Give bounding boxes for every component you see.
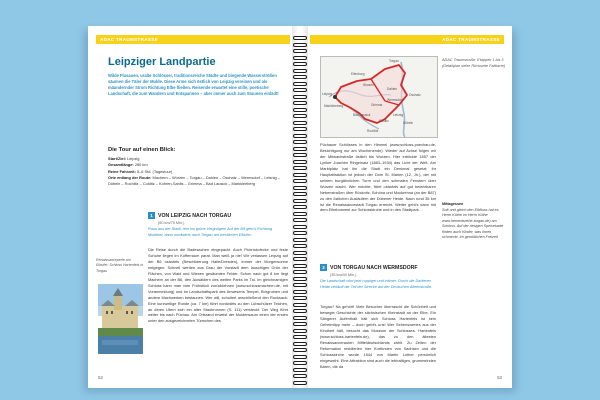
continued-body: Püchauer Schlösses in den Himmel (www.schloss-puechau.de, Besichtigung nur am Wochenende). Wieder auf Achse folgen wir der Mitwachstraße östlich bis Wurzen. Hier erblickte 1857 der Lyriker Joachim Ringelnatz (1883–1934) das Licht der Welt. Am Marktplatz hat ihn die Stadt ein Denkmal gesetzt; ihr Hauptattraktion ist jedoch der Dom St. Marien (12. Jh.), der mit seinem burgähnlichen Turm und den schmalen Fenstern über Wurzen wacht. Wer möchte, fährt ostwärts auf gut befahrbaren Nebenstraßen über Röcknitz, Schöna und Mockrehna (an der B87) zu den östlichen Ausläufern der Dübener Heide. Nach rund 35 km ist die Renaissancestadt Torgau erreicht. Weiter geht's dann mit dem Elbebummel zur Schlosskirche und in den Stadtpark. [320,142,436,213]
binding-ring [293,147,307,151]
map-label-grimma: Grimma [371,103,383,107]
binding-ring [293,205,307,209]
binding-ring [293,75,307,79]
binding-ring [293,270,307,274]
section-2-distance: (35 km/40 Min.) [330,273,357,277]
binding-ring [293,192,307,196]
intro-text: Wilde Flusauen, uralte Schlösser, traditionsreiche Städte und biegende Wasserströßen säumen die Täler der Mulde. Diese Arme sich östlich von Leipzig vereinen und als mäandernder Strom Richtung Elbe fließen. Reisende erwartet eine stille, poetische Landschaft, die zum Wandern und Entspannen – aber immer auch zum Staunen einlädt! [108,73,279,97]
binding-ring [293,62,307,66]
map-label-bad-lausick: Bad Lausick [353,113,371,117]
page-title: Leipziger Landpartie [108,56,216,68]
binding-ring [293,368,307,372]
right-page [302,26,512,388]
binding-ring [293,257,307,261]
length-label: Gesamtlänge: [108,162,134,168]
binding-ring [293,186,307,190]
binding-ring [293,69,307,73]
map-label-doebeln: Döbeln [403,121,414,125]
binding-ring [293,82,307,86]
binding-ring [293,212,307,216]
map-label-eilenburg: Eilenburg [351,72,365,76]
tour-heading: Die Tour auf einen Blick: [108,147,176,153]
binding-ring [293,381,307,385]
map-label-dahlen: Dahlen [387,87,398,91]
section-1-body: Die Reise durch die Badesachen eingepackt. Auch Picknickdecke und feste Schuhe liegen im Kofferraum parat. Man weiß ja nie! Wir verlassen Leipzig auf der B6 ostwärts (Beschilderung Halle/Dresden), immer der Morgensonne entgegen. Schnell werden aus Grau der Vorstadt dem lauschigen Grün der Flächen, von Wald und Wiesen gesäumten Felder. Schon nach gut 8 km liegt Machern an der B6, den Auwäldern des weiten Parks im Tal. Im gleichnamigen Schloss kann man vom Frühstück zurücklehnen (www.schlossmachern.de, mit Voranmeldung) und im Landschaftspark des Anwesens Tempel, Burgruinen und andere Machwerken bestaunen. Wer will, schultert anschließend den Rucksack: Eine kurzweilige Runde (ca. 7 km) führt nordwärts zu den Lübschützer Teichen, an deren Ufern sich ein alter Staubrunnen (S. 111) versteckt. Der Weg führt weiter bis nach Püchau. Am Ortsrand erweist der Muldensaum einen der ersten unter den ausgezeichneten Türmchen des [148,247,288,324]
binding-ring [293,140,307,144]
binding-ring [293,101,307,105]
section-2-body: Torgau? Na gehört! Viele Besucher überrascht die Schönheit und bewegte Geschichte der sächsischen Kleinstadt an der Elbe. Ein Sängerer Aufenthalt hält sich Schloss Hartenfels ist kein Geheimtipp mehr – doch gebt's uns! Wer Sehenswertes aus der Kindheit hält, besucht das Museum der Schlosses. Hartenfels (www.schloss-hartenfels.de), das zu den ältesten Renaissancerauten Mitteldeutschlands zählt. Zu Zeiten der Reformation residierten hier Kurfürsten von Sachsen und die Schlosskirche wurde 1544 von Martin Luther persönlich eingeweiht. Eine Attraktion sind auch die lebhaftigen, grummelnden Bären, die da [320,304,436,369]
binding-ring [293,374,307,378]
binding-ring [293,303,307,307]
lunch-tip [442,202,506,241]
map-label-markkleeberg: Markkleeberg [324,104,344,108]
binding-ring [293,49,307,53]
binding-ring [293,244,307,248]
binding-ring [293,218,307,222]
binding-ring [293,296,307,300]
binding-ring [293,36,307,40]
section-2-heading [320,264,418,271]
header-label: ADAC TRAUMSTRASSE [442,37,500,42]
section-1-distance: (60 km/75 Min.) [158,221,185,225]
binding-ring [293,277,307,281]
binding-ring [293,88,307,92]
lunch-tip-title: Mittagessen [442,202,464,206]
binding-ring [293,153,307,157]
binding-ring [293,114,307,118]
map-label-torgau: Torgau [389,59,399,63]
photo-caption: Renaissanceperle am Elbufer: Schloss Hartenfels in Torgau [96,258,144,273]
binding-ring [293,283,307,287]
map-caption: ADAC Traumstraße: Etappen 1 bis 3 (Detailplan siehe Rückseite Faltkarte) [442,58,506,68]
binding-ring [293,309,307,313]
map-label-wermsdorf: Wermsdorf [387,98,403,102]
binding-ring [293,127,307,131]
route-label: Orte entlang der Route: [108,174,152,180]
binding-ring [293,108,307,112]
map-label-leipzig: Leipzig [322,92,333,96]
map-label-rochlitz: Rochlitz [367,129,379,133]
start-value: Leipzig [127,156,140,161]
binding-ring [293,134,307,138]
binding-ring [293,251,307,255]
binding-ring [293,179,307,183]
binding-ring [293,95,307,99]
binding-ring [293,166,307,170]
binding-ring [293,199,307,203]
binding-ring [293,348,307,352]
map-label-oschatz: Oschatz [409,93,421,97]
length-value: 280 km [134,162,148,168]
section-1-badge: 1 [148,212,155,219]
section-1-title: VON LEIPZIG NACH TORGAU [158,212,232,219]
map-label-colditz: Colditz [379,119,389,123]
page-number: 53 [497,375,502,380]
binding-ring [293,322,307,326]
lunch-tip-text: Soft und gleich den Elbfluss hat es Herrn Küthe im Herrn Küthe www.herrenkuethe-torgau.de) am Schloss. Auf der riesigen Speisekarte finden auch Kinder, was ihnen schmeckt. Im gemütlichen Freizeit [442,207,504,239]
binding-ring [293,290,307,294]
section-1-heading [148,212,231,219]
tour-facts [108,156,288,187]
binding-ring [293,56,307,60]
binding-ring [293,361,307,365]
binding-ring [293,316,307,320]
binding-ring [293,264,307,268]
binding-ring [293,121,307,125]
left-page [88,26,298,388]
section-2-title: VON TORGAU NACH WERMSDORF [330,264,418,271]
page-number: 52 [98,375,103,380]
section-2-badge: 2 [320,264,327,271]
header-label: ADAC TRAUMSTRASSE [100,37,158,42]
route-value: Machern – Wurzen – Torgau – Dahlen – Oschatz – Wermsdorf – Leisnig – Döbeln – Rochlitz – Colditz – Kohren-Sahlis – Grimma – Bad Lausick – Markkleeberg [108,174,280,187]
section-2-intro: Die Landschaft wird jetzt ruppiger und intimer. Durch die Dahlener Heide verläuft die Teil der Strecke auf der Deutschen Alleenstraße. [320,279,433,289]
castle-photo [98,284,143,354]
duration-value: 5–6 Std. (Tagestour) [136,168,173,174]
route-map [320,56,438,138]
map-label-wurzen: Wurzen [363,83,374,87]
binding-ring [293,335,307,339]
binding-ring [293,160,307,164]
binding-ring [293,231,307,235]
section-1-intro: Raus aus der Stadt, rein ins grüne Vergnügen! Auf der B6 geht's Richtung Muldetal, dann nordwärts nach Torgau am westlichen Elbufer. [148,227,273,237]
binding-ring [293,173,307,177]
binding-ring [293,43,307,47]
start-label: Start/Ziel: [108,156,126,161]
binding-ring [293,355,307,359]
binding-ring [293,225,307,229]
duration-label: Reine Fahrzeit: [108,168,136,174]
binding-ring [293,329,307,333]
binding-ring [293,342,307,346]
map-label-leisnig: Leisnig [393,113,404,117]
binding-ring [293,238,307,242]
